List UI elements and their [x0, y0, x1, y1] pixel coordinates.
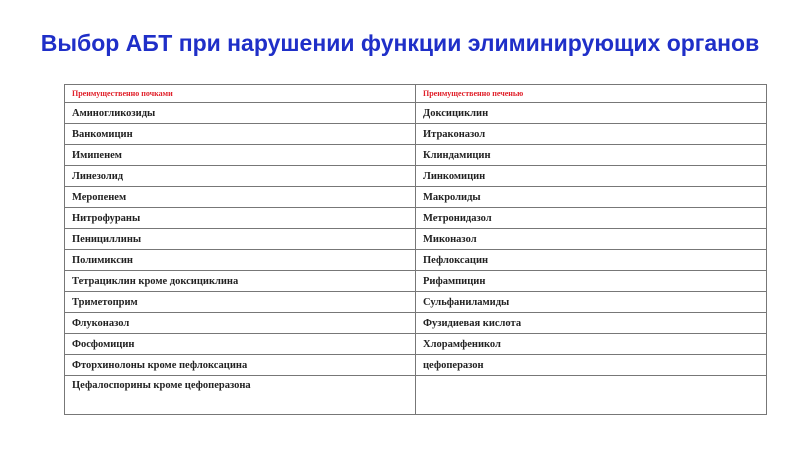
cell-hepatic: Сульфаниламиды [416, 292, 767, 313]
table-header-row [65, 85, 767, 103]
cell-hepatic: Фузидиевая кислота [416, 313, 767, 334]
header-hepatic: Преимущественно печенью [416, 85, 767, 103]
table-row [65, 271, 767, 292]
cell-hepatic: Макролиды [416, 187, 767, 208]
cell-hepatic: Хлорамфеникол [416, 334, 767, 355]
table-row [65, 292, 767, 313]
cell-hepatic: Клиндамицин [416, 145, 767, 166]
cell-renal: Цефалоспорины кроме цефоперазона [65, 376, 416, 415]
cell-hepatic: Доксициклин [416, 103, 767, 124]
table-row [65, 313, 767, 334]
table-row [65, 166, 767, 187]
cell-renal: Фторхинолоны кроме пефлоксацина [65, 355, 416, 376]
cell-hepatic: Метронидазол [416, 208, 767, 229]
elimination-table [64, 84, 767, 415]
cell-hepatic [416, 376, 767, 415]
table-row [65, 187, 767, 208]
table-row [65, 376, 767, 415]
table-row [65, 355, 767, 376]
cell-renal: Нитрофураны [65, 208, 416, 229]
cell-hepatic: цефоперазон [416, 355, 767, 376]
cell-renal: Меропенем [65, 187, 416, 208]
cell-renal: Аминогликозиды [65, 103, 416, 124]
table-row [65, 334, 767, 355]
cell-renal: Пенициллины [65, 229, 416, 250]
cell-renal: Полимиксин [65, 250, 416, 271]
cell-hepatic: Линкомицин [416, 166, 767, 187]
cell-hepatic: Пефлоксацин [416, 250, 767, 271]
cell-renal: Ванкомицин [65, 124, 416, 145]
slide-title: Выбор АБТ при нарушении функции элиминирующих органов [40, 30, 760, 56]
cell-renal: Триметоприм [65, 292, 416, 313]
table-row [65, 250, 767, 271]
table-row [65, 229, 767, 250]
cell-hepatic: Рифампицин [416, 271, 767, 292]
cell-renal: Линезолид [65, 166, 416, 187]
cell-hepatic: Миконазол [416, 229, 767, 250]
table-row [65, 124, 767, 145]
table-row [65, 208, 767, 229]
cell-renal: Флуконазол [65, 313, 416, 334]
cell-renal: Фосфомицин [65, 334, 416, 355]
cell-renal: Тетрациклин кроме доксициклина [65, 271, 416, 292]
table-row [65, 103, 767, 124]
table-row [65, 145, 767, 166]
header-renal: Преимущественно почками [65, 85, 416, 103]
cell-renal: Имипенем [65, 145, 416, 166]
cell-hepatic: Итраконазол [416, 124, 767, 145]
